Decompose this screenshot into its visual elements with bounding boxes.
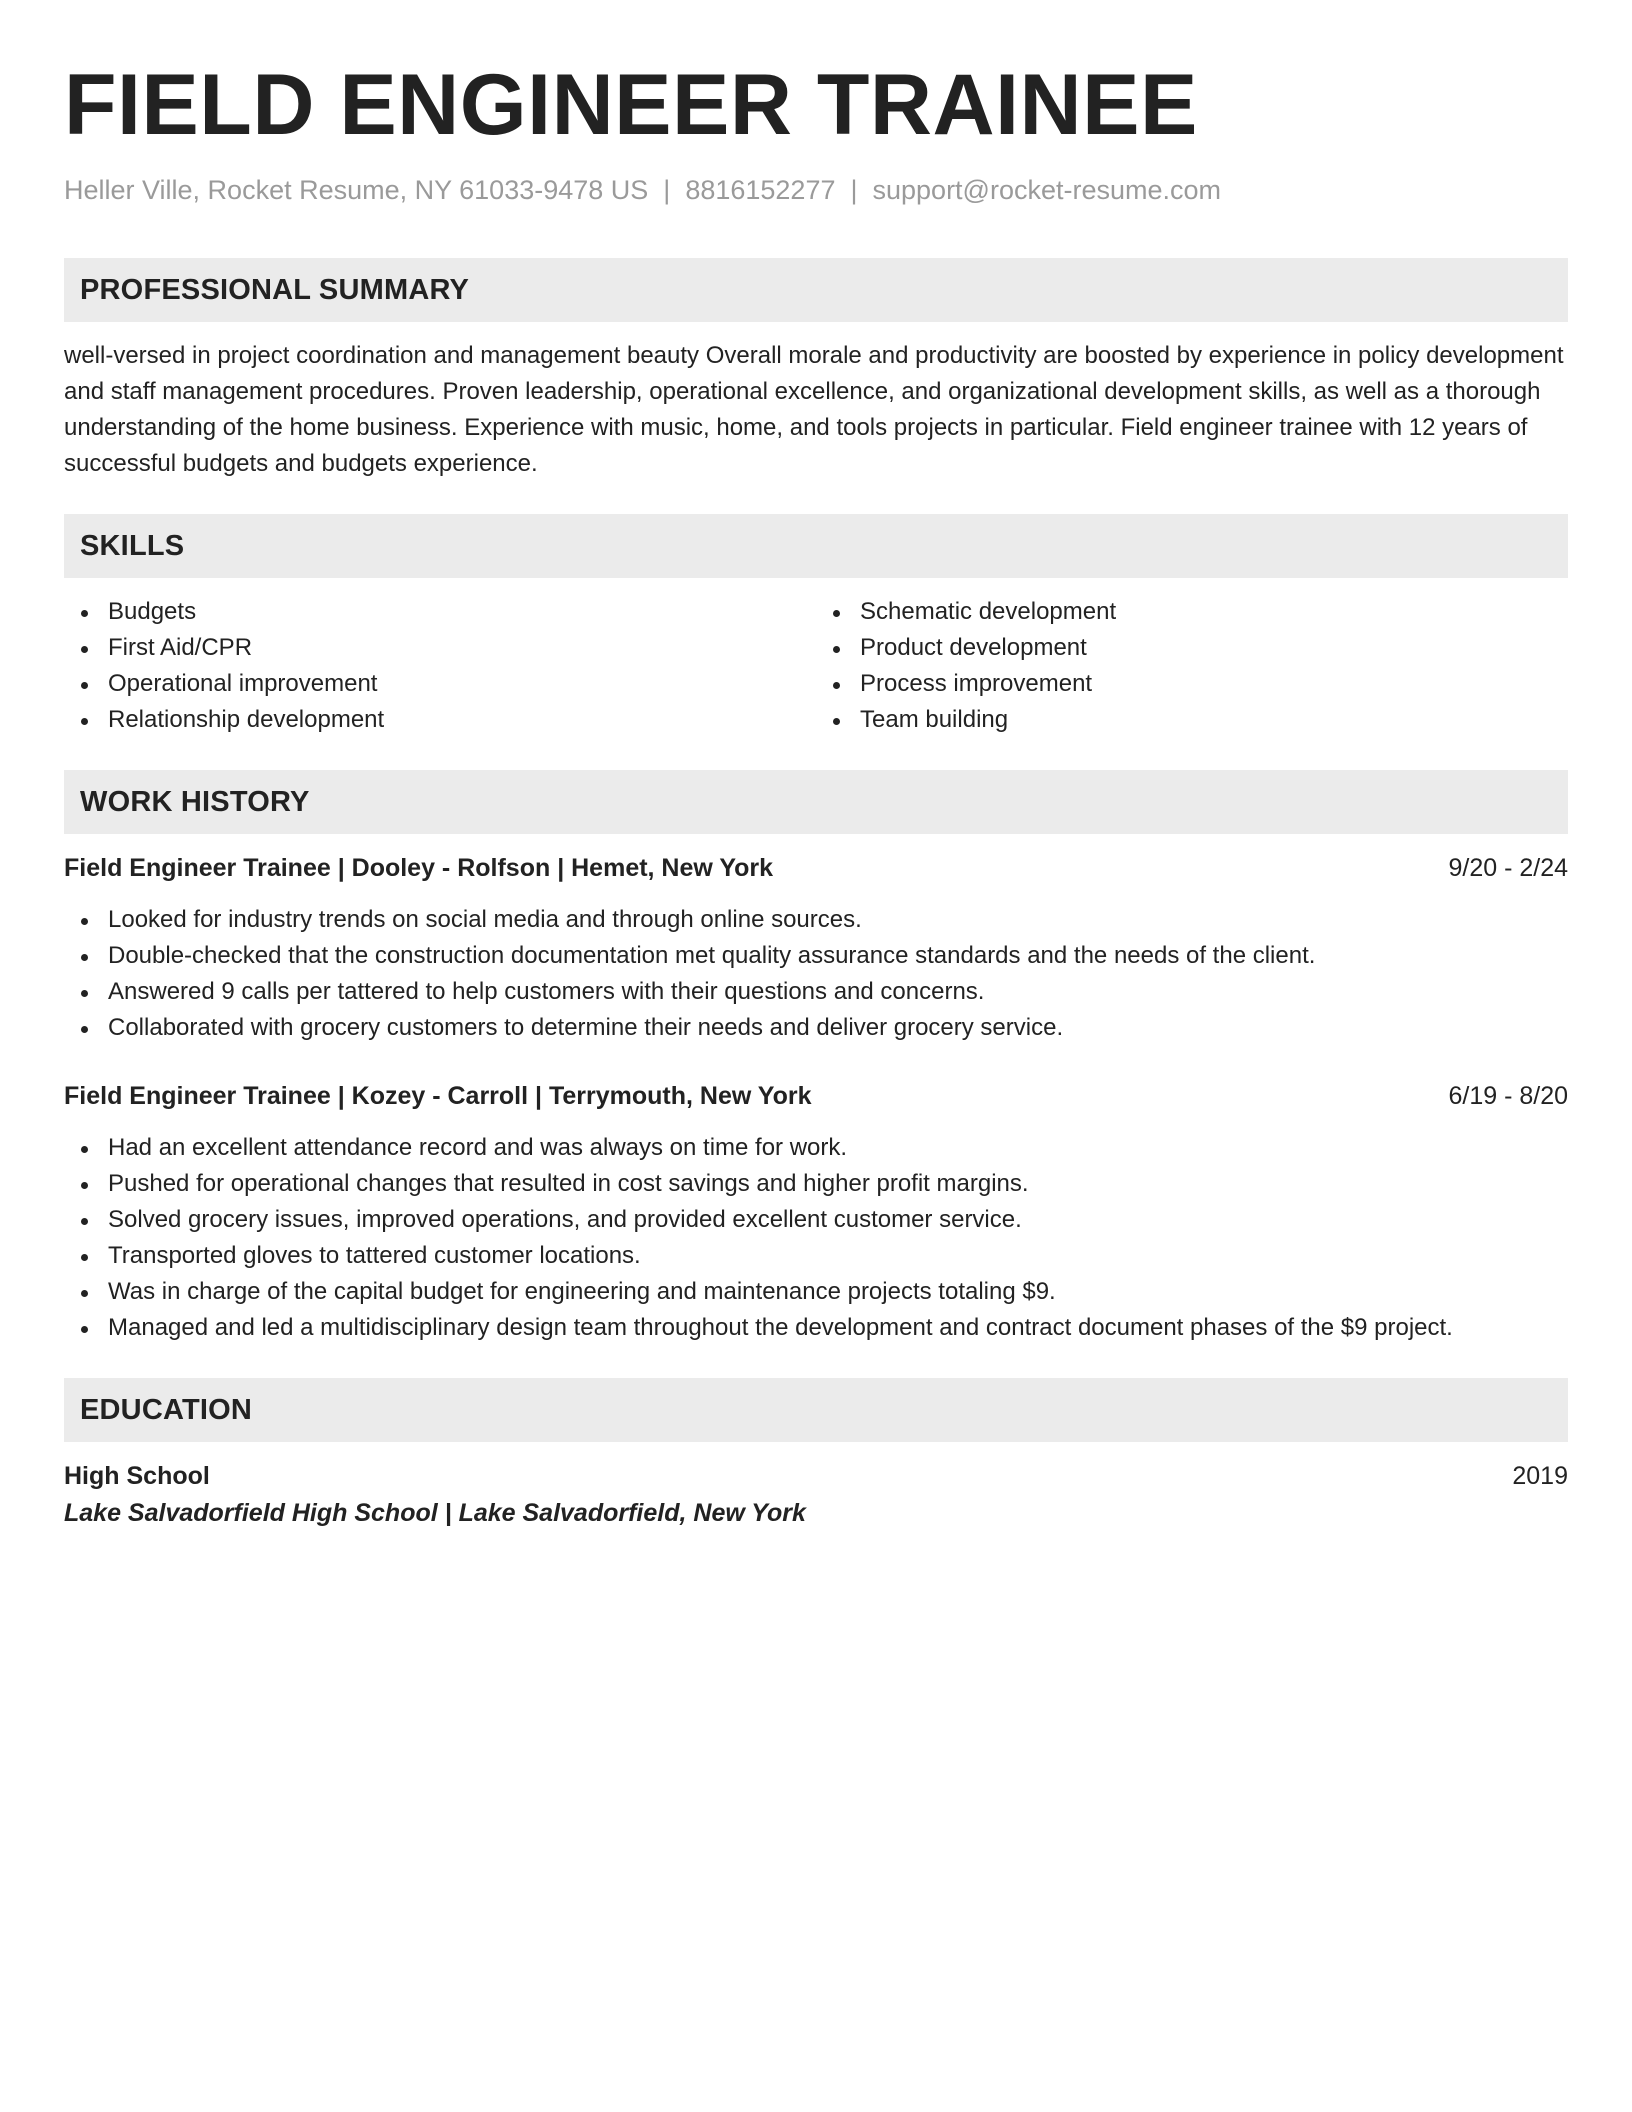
contact-phone: 8816152277	[685, 175, 836, 205]
skill-item: Team building	[816, 702, 1568, 738]
contact-email: support@rocket-resume.com	[872, 175, 1222, 205]
candidate-name: FIELD ENGINEER TRAINEE	[64, 57, 1198, 153]
section-header-work-history: WORK HISTORY	[64, 770, 1568, 834]
section-header-education: EDUCATION	[64, 1378, 1568, 1442]
job-title-row	[64, 850, 1568, 886]
skills-column-right	[816, 594, 1568, 738]
section-header-skills: SKILLS	[64, 514, 1568, 578]
skill-item: First Aid/CPR	[64, 630, 816, 666]
job-bullet: Double-checked that the construction documentation met quality assurance standards and the needs of the client.	[64, 938, 1568, 974]
skill-item: Process improvement	[816, 666, 1568, 702]
skills-column-left	[64, 594, 816, 738]
job-bullet: Had an excellent attendance record and was always on time for work.	[64, 1130, 1568, 1166]
summary-text: well-versed in project coordination and management beauty Overall morale and productivity are boosted by experience in policy development and staff management procedures. Proven leadership, operational excellence, and organizational development skills, as well as a thorough understanding of the home business. Experience with music, home, and tools projects in particular. Field engineer trainee with 12 years of successful budgets and budgets experience.	[64, 342, 1564, 478]
job-bullets	[64, 1130, 1568, 1346]
skill-item: Relationship development	[64, 702, 816, 738]
education-degree: High School	[64, 1462, 210, 1491]
education-entry	[64, 1458, 1568, 1532]
skills-grid	[64, 594, 1568, 738]
contact-line	[64, 174, 1568, 206]
job-bullet: Managed and led a multidisciplinary design team throughout the development and contract document phases of the $9 project.	[64, 1310, 1568, 1346]
job-bullet: Solved grocery issues, improved operations, and provided excellent customer service.	[64, 1202, 1568, 1238]
job-bullets	[64, 902, 1568, 1046]
job-dates: 9/20 - 2/24	[1448, 854, 1568, 883]
job-title-row	[64, 1078, 1568, 1114]
education-year: 2019	[1512, 1462, 1568, 1491]
job-entry	[64, 850, 1568, 1046]
job-bullet: Transported gloves to tattered customer locations.	[64, 1238, 1568, 1274]
skill-item: Schematic development	[816, 594, 1568, 630]
job-bullet: Pushed for operational changes that resulted in cost savings and higher profit margins.	[64, 1166, 1568, 1202]
job-title: Field Engineer Trainee | Kozey - Carroll | Terrymouth, New York	[64, 1082, 812, 1111]
skill-item: Product development	[816, 630, 1568, 666]
skill-item: Operational improvement	[64, 666, 816, 702]
job-title: Field Engineer Trainee | Dooley - Rolfson | Hemet, New York	[64, 854, 774, 883]
job-bullet: Collaborated with grocery customers to determine their needs and deliver grocery service.	[64, 1010, 1568, 1046]
skill-item: Budgets	[64, 594, 816, 630]
job-bullet: Answered 9 calls per tattered to help customers with their questions and concerns.	[64, 974, 1568, 1010]
education-school: Lake Salvadorfield High School | Lake Salvadorfield, New York	[64, 1499, 806, 1528]
section-header-summary: PROFESSIONAL SUMMARY	[64, 258, 1568, 322]
contact-separator: |	[663, 175, 671, 205]
job-dates: 6/19 - 8/20	[1448, 1082, 1568, 1111]
education-row	[64, 1458, 1568, 1494]
contact-separator: |	[850, 175, 858, 205]
job-bullet: Looked for industry trends on social media and through online sources.	[64, 902, 1568, 938]
job-bullet: Was in charge of the capital budget for engineering and maintenance projects totaling $9.	[64, 1274, 1568, 1310]
contact-address: Heller Ville, Rocket Resume, NY 61033-9478 US	[64, 175, 649, 205]
job-entry	[64, 1078, 1568, 1346]
